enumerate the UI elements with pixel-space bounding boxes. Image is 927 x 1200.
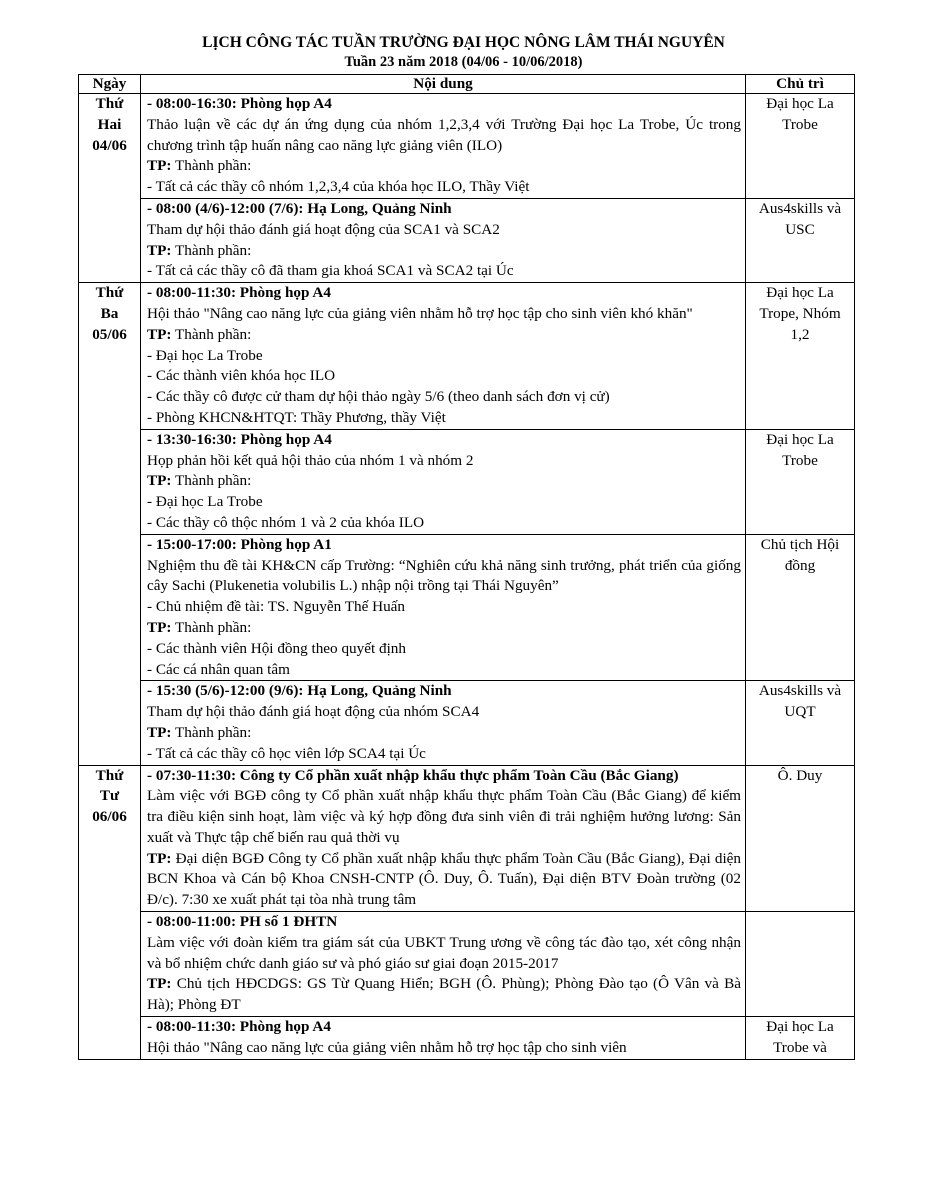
- page-subtitle: Tuần 23 năm 2018 (04/06 - 10/06/2018): [344, 54, 583, 70]
- host-cell: [746, 912, 855, 1017]
- event-description: Nghiệm thu đề tài KH&CN cấp Trường: “Nghiên cứu khả năng sinh trưởng, phát triển của giống cây Sachi (Plukenetia volubilis L.) nhập nội trồng tại Thái Nguyên”: [147, 556, 741, 595]
- event-heading: - 08:00 (4/6)-12:00 (7/6): Hạ Long, Quảng Ninh: [147, 199, 452, 217]
- participant-line: - Đại học La Trobe: [147, 346, 263, 364]
- participant-line: - Các cá nhân quan tâm: [147, 660, 290, 678]
- event-description: Họp phản hồi kết quả hội thảo của nhóm 1 và nhóm 2: [147, 451, 474, 469]
- event-cell: - 08:00-11:30: Phòng họp A4 Hội thảo "Nâng cao năng lực của giảng viên nhằm hỗ trợ học tập cho sinh viên khó khăn" TP: Thành phần: - Đại học La Trobe - Các thành viên khóa học ILO - Các thầy cô được cử tham dự hội thảo ngày 5/6 (theo danh sách đơn vị cử) - Phòng KHCN&HTQT: Thầy Phương, thầy Việt: [141, 283, 746, 430]
- participant-line: - Các thành viên khóa học ILO: [147, 367, 336, 385]
- event-cell: - 15:00-17:00: Phòng họp A1 Nghiệm thu đề tài KH&CN cấp Trường: “Nghiên cứu khả năng sinh trưởng, phát triển của giống cây Sachi (Plukenetia volubilis L.) nhập nội trồng tại Thái Nguyên” - Chủ nhiệm đề tài: TS. Nguyễn Thế Huấn TP: Thành phần: - Các thành viên Hội đồng theo quyết định - Các cá nhân quan tâm: [141, 534, 746, 681]
- event-cell: - 07:30-11:30: Công ty Cổ phần xuất nhập khẩu thực phẩm Toàn Cầu (Bắc Giang) Làm việc với BGĐ công ty Cổ phần xuất nhập khẩu thực phẩm Toàn Cầu (Bắc Giang) để kiểm tra điều kiện sinh hoạt, làm việc và ký hợp đồng đưa sinh viên đi trải nghiệm hưởng lương: Sản xuất và Thực tập chế biến rau quả thời vụ TP: Đại diện BGĐ Công ty Cổ phần xuất nhập khẩu thực phẩm Toàn Cầu (Bắc Giang), Đại diện BCN Khoa và Cán bộ Khoa CNSH-CNTP (Ô. Duy, Ô. Tuấn), Đại diện BTV Đoàn trường (02 Đ/c). 7:30 xe xuất phát tại tòa nhà trung tâm: [141, 765, 746, 912]
- event-heading: - 08:00-16:30: Phòng họp A4: [147, 95, 332, 112]
- host-cell: Đại học La Trobe và: [746, 1017, 855, 1060]
- event-description: Tham dự hội thảo đánh giá hoạt động của SCA1 và SCA2: [147, 220, 500, 238]
- event-heading: - 07:30-11:30: Công ty Cổ phần xuất nhập khẩu thực phẩm Toàn Cầu (Bắc Giang): [147, 766, 679, 784]
- participant-line: - Các thành viên Hội đồng theo quyết định: [147, 639, 406, 657]
- event-description: Làm việc với BGĐ công ty Cổ phần xuất nhập khẩu thực phẩm Toàn Cầu (Bắc Giang) để kiểm tra điều kiện sinh hoạt, làm việc và ký hợp đồng đưa sinh viên đi trải nghiệm hưởng lương: Sản xuất và Thực tập chế biến rau quả thời vụ: [147, 787, 741, 846]
- event-cell: - 15:30 (5/6)-12:00 (9/6): Hạ Long, Quảng Ninh Tham dự hội thảo đánh giá hoạt động của nhóm SCA4 TP: Thành phần: - Tất cả các thầy cô học viên lớp SCA4 tại Úc: [141, 681, 746, 765]
- event-cell: - 08:00-16:30: Phòng họp A4 Thảo luận về các dự án ứng dụng của nhóm 1,2,3,4 với Trường Đại học La Trobe, Úc trong chương trình tập huấn nâng cao năng lực giảng viên (ILO) TP: Thành phần: - Tất cả các thầy cô nhóm 1,2,3,4 của khóa học ILO, Thầy Việt: [141, 94, 746, 199]
- event-heading: - 15:30 (5/6)-12:00 (9/6): Hạ Long, Quảng Ninh: [147, 682, 452, 700]
- event-cell: [141, 1017, 746, 1060]
- table-row: [79, 681, 855, 765]
- event-description: Hội thảo "Nâng cao năng lực của giảng viên nhằm hỗ trợ học tập cho sinh viên khó khăn": [147, 304, 693, 322]
- event-cell: - 08:00 (4/6)-12:00 (7/6): Hạ Long, Quảng Ninh Tham dự hội thảo đánh giá hoạt động của SCA1 và SCA2 TP: Thành phần: - Tất cả các thầy cô đã tham gia khoá SCA1 và SCA2 tại Úc: [141, 198, 746, 282]
- event-heading: - 08:00-11:00: PH số 1 ĐHTN: [147, 913, 338, 931]
- column-header-content: Nội dung: [141, 75, 746, 94]
- day-cell-monday: Thứ Hai 04/06: [79, 94, 141, 283]
- event-heading: - 13:30-16:30: Phòng họp A4: [147, 430, 332, 448]
- host-cell: Đại học La Trobe: [746, 94, 855, 199]
- event-heading: - 08:00-11:30: Phòng họp A4: [147, 284, 331, 302]
- event-heading: - 15:00-17:00: Phòng họp A1: [147, 535, 332, 553]
- table-row: [79, 912, 855, 1017]
- header-row: [79, 75, 855, 94]
- host-cell: Aus4skills và USC: [746, 198, 855, 282]
- event-cell: - 13:30-16:30: Phòng họp A4 Họp phản hồi kết quả hội thảo của nhóm 1 và nhóm 2 TP: Thành phần: - Đại học La Trobe - Các thầy cô thộc nhóm 1 và 2 của khóa ILO: [141, 429, 746, 534]
- schedule-table: [78, 74, 855, 1060]
- table-row: [79, 198, 855, 282]
- participant-line: - Các thầy cô được cử tham dự hội thảo ngày 5/6 (theo danh sách đơn vị cử): [147, 388, 610, 406]
- day-cell-wednesday: Thứ Tư 06/06: [79, 765, 141, 1059]
- table-row: [79, 534, 855, 681]
- participant-line: - Các thầy cô thộc nhóm 1 và 2 của khóa ILO: [147, 513, 425, 531]
- table-row: [79, 283, 855, 430]
- column-header-host: Chủ trì: [746, 75, 855, 94]
- day-cell-tuesday: Thứ Ba 05/06: [79, 283, 141, 765]
- column-header-day: Ngày: [79, 75, 141, 94]
- participant-line: - Tất cả các thầy cô đã tham gia khoá SCA1 và SCA2 tại Úc: [147, 262, 514, 280]
- table-row: [79, 765, 855, 912]
- host-cell: Đại học La Trope, Nhóm 1,2: [746, 283, 855, 430]
- host-cell: Đại học La Trobe: [746, 429, 855, 534]
- event-cell: - 08:00-11:00: PH số 1 ĐHTN Làm việc với đoàn kiểm tra giám sát của UBKT Trung ương về công tác đào tạo, xét công nhận và bổ nhiệm chức danh giáo sư và phó giáo sư giai đoạn 2015-2017 TP: Chủ tịch HĐCDGS: GS Từ Quang Hiển; BGH (Ô. Phùng); Phòng Đào tạo (Ô Vân và Bà Hà); Phòng ĐT: [141, 912, 746, 1017]
- table-row: [79, 94, 855, 199]
- event-description: Tham dự hội thảo đánh giá hoạt động của nhóm SCA4: [147, 703, 480, 721]
- participant-line: - Phòng KHCN&HTQT: Thầy Phương, thầy Việt: [147, 408, 446, 426]
- event-description: Thảo luận về các dự án ứng dụng của nhóm 1,2,3,4 với Trường Đại học La Trobe, Úc trong chương trình tập huấn nâng cao năng lực giảng viên (ILO): [147, 115, 741, 154]
- participant-line: - Tất cả các thầy cô nhóm 1,2,3,4 của khóa học ILO, Thầy Việt: [147, 178, 530, 196]
- event-description: Hội thảo "Nâng cao năng lực của giảng viên nhằm hỗ trợ học tập cho sinh viên: [147, 1038, 627, 1056]
- host-cell: Ô. Duy: [746, 765, 855, 912]
- participant-line: - Tất cả các thầy cô học viên lớp SCA4 tại Úc: [147, 744, 426, 762]
- table-row: [79, 429, 855, 534]
- table-row: [79, 1017, 855, 1060]
- event-heading: - 08:00-11:30: Phòng họp A4: [147, 1018, 331, 1036]
- event-description: Làm việc với đoàn kiểm tra giám sát của UBKT Trung ương về công tác đào tạo, xét công nhận và bổ nhiệm chức danh giáo sư và phó giáo sư giai đoạn 2015-2017: [147, 933, 741, 972]
- page-title: LỊCH CÔNG TÁC TUẦN TRƯỜNG ĐẠI HỌC NÔNG LÂM THÁI NGUYÊN: [202, 34, 725, 51]
- participant-line: - Đại học La Trobe: [147, 493, 263, 511]
- participant-line: - Chủ nhiệm đề tài: TS. Nguyễn Thế Huấn: [147, 598, 406, 616]
- host-cell: Aus4skills và UQT: [746, 681, 855, 765]
- host-cell: Chủ tịch Hội đồng: [746, 534, 855, 681]
